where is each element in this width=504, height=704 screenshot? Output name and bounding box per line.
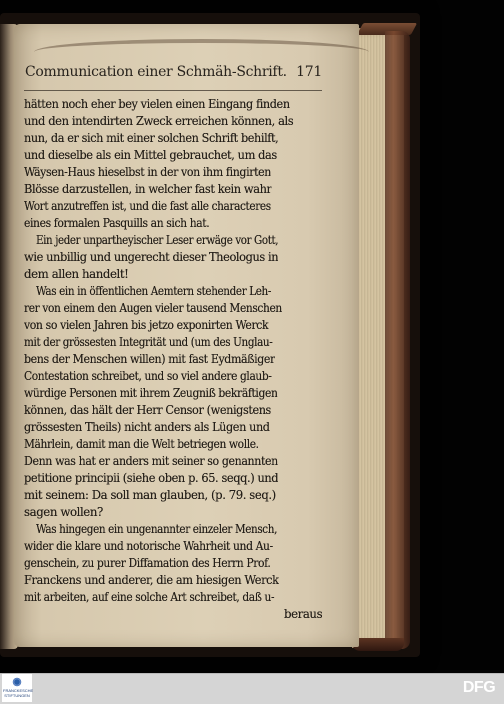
text-line: mit der grössesten Integrität und (um des Unglau- [24, 334, 273, 349]
text-line: von so vielen Jahren bis jetzo exponirten Werck [24, 317, 269, 332]
text-line: Wäysen-Haus hieselbst in der von ihm fingirten [24, 164, 271, 179]
text-line: nun, da er sich mit einer solchen Schrift behilft, [24, 130, 279, 145]
text-line: und den intendirten Zweck erreichen können, als [24, 113, 294, 128]
running-title: Communication einer Schmäh-Schrift. [25, 64, 287, 80]
text-line: sagen wollen? [24, 504, 103, 519]
cover-right-edge [385, 31, 410, 649]
cover-bottom-edge [352, 638, 404, 651]
text-line: petitione principii (siehe oben p. 65. seqq.) und [24, 470, 279, 485]
text-line: dem allen handelt! [24, 266, 129, 281]
text-line: Mährlein, damit man die Welt betriegen wolle. [24, 436, 259, 451]
page-number: 171 [296, 64, 322, 80]
page-header [25, 64, 322, 84]
text-line: Ein jeder unpartheyischer Leser erwäge vor Gott, [36, 232, 279, 247]
text-line: rer von einem den Augen vieler tausend Menschen [24, 300, 282, 315]
institution-emblem-icon [12, 677, 22, 687]
viewer-footer [0, 673, 504, 704]
text-line: eines formalen Pasquills an sich hat. [24, 215, 210, 230]
text-line: beraus [283, 606, 322, 621]
text-line: mit arbeiten, auf eine solche Art schreibet, daß u- [24, 589, 275, 604]
franckesche-stiftungen-logo [2, 674, 32, 702]
text-line: wider die klare und notorische Wahrheit und Au- [24, 538, 273, 553]
text-line: Wort anzutreffen ist, und die fast alle characteres [24, 198, 271, 213]
text-line: bens der Menschen willen) mit fast Eydmäßiger [24, 351, 275, 366]
text-line: Franckens und anderer, die am hiesigen Werck [24, 572, 279, 587]
text-line: Was ein in öffentlichen Aemtern stehender Leh- [36, 283, 272, 298]
page-text [24, 95, 324, 621]
text-line: genschein, zu purer Diffamation des Herrn Prof. [24, 555, 271, 570]
text-line: wie unbillig und ungerecht dieser Theologus in [24, 249, 279, 264]
text-line: würdige Personen mit ihrem Zeugniß bekräftigen [24, 385, 278, 400]
text-line: und dieselbe als ein Mittel gebrauchet, um das [24, 147, 277, 162]
text-line: grössesten Theils) nicht anders als Lügen und [24, 419, 270, 434]
text-line: können, das hält der Herr Censor (wenigstens [24, 402, 271, 417]
text-line: Denn was hat er anders mit seiner so genannten [24, 453, 278, 468]
header-rule [24, 90, 322, 91]
dfg-logo: DFG [462, 679, 496, 696]
text-line: Blösse darzustellen, in welcher fast kein wahr [24, 181, 272, 196]
page-curvature [34, 39, 369, 65]
logo-text-line-1: FRANCKESCHE [3, 688, 34, 693]
text-line: mit seinem: Da soll man glauben, (p. 79. seq.) [24, 487, 276, 502]
logo-text-line-2: STIFTUNGEN [4, 693, 30, 698]
text-line: Was hingegen ein ungenannter einzeler Mensch, [36, 521, 278, 536]
text-line: Contestation schreibet, und so viel andere glaub- [24, 368, 272, 383]
text-line: hätten noch eher bey vielen einen Eingang finden [24, 96, 290, 111]
